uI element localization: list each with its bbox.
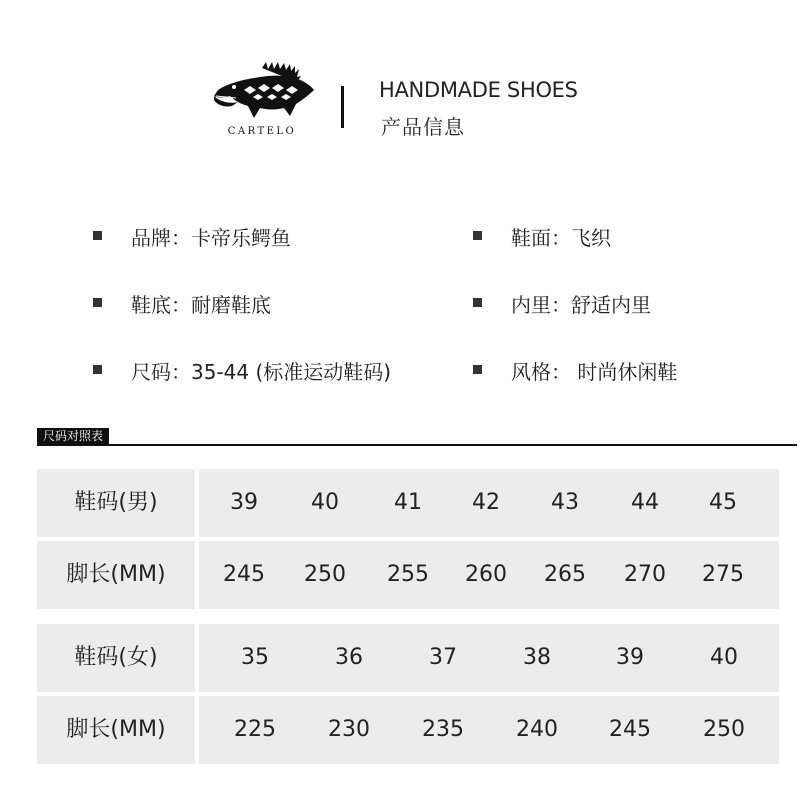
brand-logo — [206, 60, 326, 140]
table-cell: 240 — [516, 717, 558, 742]
table-cell: 41 — [394, 490, 422, 515]
table-cell: 275 — [702, 562, 744, 587]
row-label: 脚长(MM) — [37, 696, 195, 764]
table-cell: 39 — [616, 645, 644, 670]
table-cell: 255 — [387, 562, 429, 587]
info-text: 内里：舒适内里 — [511, 293, 651, 317]
table-cell: 260 — [465, 562, 507, 587]
table-cell: 37 — [429, 645, 457, 670]
row-label: 鞋码(男) — [37, 469, 195, 537]
row-cells — [199, 696, 779, 764]
square-bullet-icon — [473, 231, 482, 240]
info-text: 鞋底：耐磨鞋底 — [131, 293, 271, 317]
row-cells — [199, 624, 779, 692]
table-cell: 36 — [335, 645, 363, 670]
brand-title: HANDMADE SHOES — [379, 78, 578, 102]
info-text: 品牌：卡帝乐鳄鱼 — [131, 226, 291, 250]
table-cell: 265 — [544, 562, 586, 587]
table-row — [37, 624, 779, 692]
table-cell: 225 — [234, 717, 276, 742]
table-cell: 35 — [241, 645, 269, 670]
table-row — [37, 469, 779, 537]
table-cell: 44 — [631, 490, 659, 515]
size-chart-rule — [37, 444, 797, 446]
info-text: 风格： 时尚休闲鞋 — [511, 360, 678, 384]
row-cells — [199, 541, 779, 609]
table-cell: 250 — [703, 717, 745, 742]
table-cell: 245 — [223, 562, 265, 587]
square-bullet-icon — [93, 298, 102, 307]
square-bullet-icon — [93, 365, 102, 374]
table-cell: 270 — [624, 562, 666, 587]
table-cell: 42 — [472, 490, 500, 515]
table-cell: 230 — [328, 717, 370, 742]
crocodile-icon — [210, 60, 322, 124]
brand-subtitle: 产品信息 — [381, 115, 465, 139]
table-row — [37, 541, 779, 609]
table-cell: 40 — [311, 490, 339, 515]
table-cell: 39 — [230, 490, 258, 515]
table-row — [37, 696, 779, 764]
row-label: 脚长(MM) — [37, 541, 195, 609]
table-cell: 43 — [551, 490, 579, 515]
table-cell: 38 — [523, 645, 551, 670]
logo-text: CARTELO — [227, 126, 297, 137]
row-cells — [199, 469, 779, 537]
size-chart-title: 尺码对照表 — [37, 428, 109, 445]
info-text: 尺码：35-44 (标准运动鞋码) — [131, 360, 392, 384]
header — [0, 0, 800, 170]
divider — [341, 86, 344, 128]
table-cell: 45 — [709, 490, 737, 515]
info-text: 鞋面：飞织 — [511, 226, 611, 250]
square-bullet-icon — [473, 298, 482, 307]
table-cell: 250 — [304, 562, 346, 587]
square-bullet-icon — [93, 231, 102, 240]
table-cell: 245 — [609, 717, 651, 742]
table-cell: 235 — [422, 717, 464, 742]
square-bullet-icon — [473, 365, 482, 374]
table-cell: 40 — [710, 645, 738, 670]
row-label: 鞋码(女) — [37, 624, 195, 692]
